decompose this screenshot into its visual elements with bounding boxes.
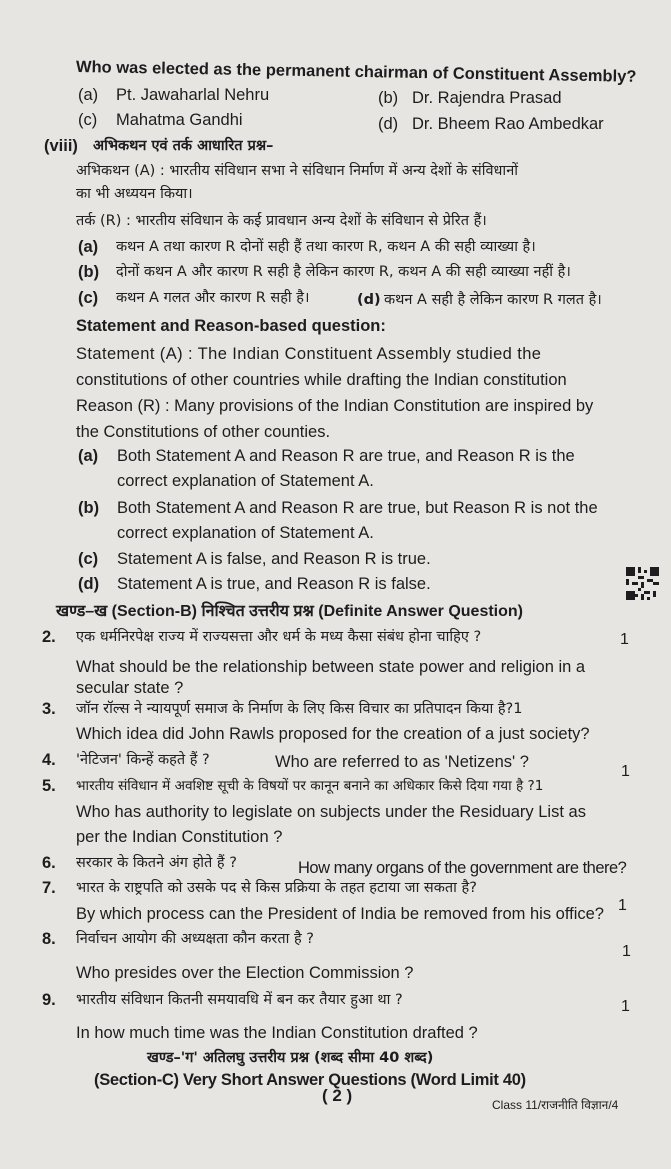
q2-en-line-1: What should be the relationship between state power and religion in a [76,658,586,676]
option-en-b-label: (b) [78,499,100,517]
option-en-c-label: (c) [78,550,99,568]
option-hi-d-label: (d) [357,292,381,308]
q1-option-d: Dr. Bheem Rao Ambedkar [412,115,604,133]
section-c-heading-en: (Section-C) Very Short Answer Questions (Word Limit 40) [94,1071,526,1089]
q2-mark: 1 [620,631,629,648]
q7-en: By which process can the President of India be removed from his office? [76,905,604,923]
q4-hi: 'नेटिजन' किन्हें कहते हैं ? [76,752,210,768]
q3-hi: जॉन रॉल्स ने न्यायपूर्ण समाज के निर्माण के लिए किस विचार का प्रतिपादन किया है?1 [76,701,523,717]
q6-hi: सरकार के कितने अंग होते हैं ? [76,855,237,871]
q5-en-line-2: per the Indian Constitution ? [76,828,283,846]
q1-option-b-label: (b) [378,89,399,107]
option-en-a-label: (a) [78,447,99,465]
section-c-heading-hi: खण्ड–'ग' अतिलघु उत्तरीय प्रश्न (शब्द सीमा 40 शब्द) [147,1050,434,1066]
q1-question: Who was elected as the permanent chairman of Constituent Assembly? [75,58,637,86]
reason-en-line-1: Reason (R) : Many provisions of the Indian Constitution are inspired by [76,397,594,415]
q4-en: Who are referred to as 'Netizens' ? [275,753,529,771]
q4-number: 4. [42,751,56,769]
reason-hi: तर्क (R) : भारतीय संविधान के कई प्रावधान अन्य देशों के संविधान से प्रेरित हैं। [76,213,487,229]
class-label: Class 11/राजनीति विज्ञान/4 [492,1098,619,1112]
option-hi-b: दोनों कथन A और कारण R सही है लेकिन कारण R, कथन A की सही व्याख्या नहीं है। [116,264,571,280]
q3-en: Which idea did John Rawls proposed for the creation of a just society? [76,725,590,743]
option-hi-b-label: (b) [78,263,100,281]
option-en-d: Statement A is true, and Reason R is false. [117,575,431,593]
reason-en-line-2: the Constitutions of other counties. [76,423,331,441]
statement-hi-line-1: अभिकथन (A) : भारतीय संविधान सभा ने संविधान निर्माण में अन्य देशों के संविधानों [76,163,518,179]
option-en-a-line-2: correct explanation of Statement A. [117,472,374,490]
q2-hi: एक धर्मनिरपेक्ष राज्य में राज्यसत्ता और धर्म के मध्य कैसा संबंध होना चाहिए ? [76,629,482,645]
q8-en: Who presides over the Election Commission ? [76,964,414,982]
q1-option-b: Dr. Rajendra Prasad [412,89,562,107]
q6-en: How many organs of the government are there? [298,859,627,877]
option-hi-c: कथन A गलत और कारण R सही है। [116,290,310,306]
option-hi-c-label: (c) [78,289,99,307]
page-number: ( 2 ) [322,1086,353,1105]
q1-option-a-label: (a) [78,86,99,104]
option-hi-a: कथन A तथा कारण R दोनों सही हैं तथा कारण R, कथन A की सही व्याख्या है। [116,239,536,255]
q4-mark: 1 [621,763,630,780]
option-en-a-line-1: Both Statement A and Reason R are true, and Reason R is the [117,447,575,465]
q9-mark: 1 [621,998,630,1015]
q8-number: 8. [42,930,56,948]
q5-en-line-1: Who has authority to legislate on subjects under the Residuary List as [76,803,586,821]
option-hi-d: कथन A सही है लेकिन कारण R गलत है। [384,292,602,308]
q6-number: 6. [42,854,56,872]
q-viii-number: (viii) [44,137,78,155]
q3-number: 3. [42,700,56,718]
q2-en-line-2: secular state ? [76,679,184,697]
q8-hi: निर्वाचन आयोग की अध्यक्षता कौन करता है ? [76,931,314,947]
q1-option-a: Pt. Jawaharlal Nehru [116,86,270,104]
option-en-b-line-2: correct explanation of Statement A. [117,524,374,542]
statement-en-line-1: Statement (A) : The Indian Constituent Assembly studied the [76,345,542,363]
q1-option-c-label: (c) [78,111,98,129]
q5-number: 5. [42,777,56,795]
section-b-heading: खण्ड–ख (Section-B) निश्चित उत्तरीय प्रश्न (Definite Answer Question) [56,603,524,620]
q7-number: 7. [42,879,56,897]
qr-code [626,567,659,600]
option-en-b-line-1: Both Statement A and Reason R are true, but Reason R is not the [117,499,598,517]
option-en-c: Statement A is false, and Reason R is true. [117,550,431,568]
statement-hi-line-2: का भी अध्ययन किया। [76,186,193,202]
q5-hi: भारतीय संविधान में अवशिष्ट सूची के विषयों पर कानून बनाने का अधिकार किसे दिया गया है ?1 [76,778,544,794]
option-en-d-label: (d) [78,575,100,593]
q1-option-d-label: (d) [378,115,399,133]
q7-hi: भारत के राष्ट्रपति को उसके पद से किस प्रक्रिया के तहत हटाया जा सकता है? [76,880,477,896]
q7-mark: 1 [618,897,627,914]
q-viii-heading-hi: अभिकथन एवं तर्क आधारित प्रश्न– [93,138,274,154]
q9-hi: भारतीय संविधान कितनी समयावधि में बन कर तैयार हुआ था ? [76,992,403,1008]
q8-mark: 1 [622,943,631,960]
q1-option-c: Mahatma Gandhi [116,111,243,129]
q9-en: In how much time was the Indian Constitution drafted ? [76,1024,478,1042]
option-hi-a-label: (a) [78,238,99,256]
q-viii-heading-en: Statement and Reason-based question: [76,317,386,335]
q9-number: 9. [42,991,56,1009]
statement-en-line-2: constitutions of other countries while drafting the Indian constitution [76,371,567,389]
q2-number: 2. [42,628,56,646]
